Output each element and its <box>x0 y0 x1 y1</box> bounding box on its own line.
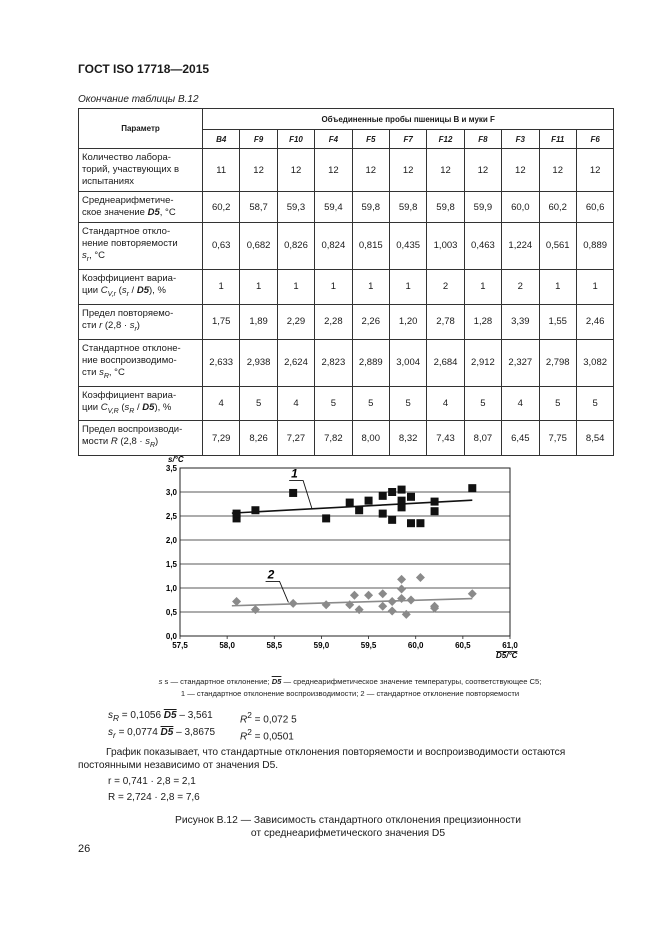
data-point-diamond <box>232 597 241 606</box>
column-header: F9 <box>240 130 277 149</box>
table-cell: 12 <box>352 149 389 192</box>
data-point-square <box>322 514 330 522</box>
data-point-square <box>398 486 406 494</box>
x-tick-label: 60,0 <box>407 641 424 650</box>
table-row <box>79 304 614 339</box>
row-label: Коэффициент вариа- ции $C_{V,r}$ $(s_r / D5)$, % <box>79 269 203 304</box>
annotation-2-leader <box>266 581 289 602</box>
row-label: Стандартное отклоне- ние воспроизводимо- сти $s_R$, °C <box>79 339 203 386</box>
row-label: Стандартное откло- нение повторяемости $s_r$, °C <box>79 223 203 270</box>
column-header: F6 <box>576 130 613 149</box>
document-title: ГОСТ ISO 17718—2015 <box>78 62 210 76</box>
table-cell: 2,912 <box>464 339 501 386</box>
calc-r: r = 0,741 · 2,8 = 2,1 <box>108 776 196 787</box>
table-cell: 0,824 <box>315 223 352 270</box>
table-cell: 5 <box>352 386 389 421</box>
data-point-diamond <box>397 575 406 584</box>
column-header: F8 <box>464 130 501 149</box>
table-cell: 12 <box>539 149 576 192</box>
table-row <box>79 386 614 421</box>
data-point-square <box>355 506 363 514</box>
data-point-diamond <box>378 589 387 598</box>
column-header: F11 <box>539 130 576 149</box>
x-tick-label: 58,0 <box>219 641 235 650</box>
column-header: F3 <box>502 130 539 149</box>
data-point-square <box>365 497 373 505</box>
table-cell: 1 <box>389 269 426 304</box>
table-cell: 1,55 <box>539 304 576 339</box>
table-cell: 1 <box>203 269 240 304</box>
row-label: Количество лабора- торий, участвующих в испытаниях <box>79 149 203 192</box>
table-cell: 5 <box>464 386 501 421</box>
table-cell: 3,082 <box>576 339 613 386</box>
plot-frame <box>180 468 510 636</box>
table-cell: 7,29 <box>203 421 240 456</box>
table-cell: 7,27 <box>277 421 314 456</box>
table-cell: 12 <box>389 149 426 192</box>
table-cell: 2 <box>502 269 539 304</box>
legend-s: s — стандартное отклонение; <box>164 677 270 686</box>
table-row <box>79 192 614 223</box>
table-caption: Окончание таблицы В.12 <box>78 94 199 105</box>
table-cell: 2,78 <box>427 304 464 339</box>
table-cell: 59,4 <box>315 192 352 223</box>
x-tick-label: 57,5 <box>172 641 188 650</box>
x-tick-label: 60,5 <box>455 641 471 650</box>
table-cell: 0,561 <box>539 223 576 270</box>
x-tick-label: 61,0 <box>502 641 518 650</box>
table-cell: 2,46 <box>576 304 613 339</box>
y-tick-label: 2,0 <box>165 536 177 545</box>
table-cell: 8,54 <box>576 421 613 456</box>
table-cell: 5 <box>240 386 277 421</box>
table-cell: 3,004 <box>389 339 426 386</box>
figure-caption-line2: от среднеарифметического значения D5 <box>250 828 446 839</box>
equation-sr: $s_r = 0,0774$ D5 – 3,8675 <box>108 727 216 740</box>
calc-R: R = 2,724 · 2,8 = 7,6 <box>108 792 200 803</box>
y-tick-label: 2,5 <box>165 512 177 521</box>
equation-sR-r2: $R^2 = 0,072$ 5 <box>240 710 297 726</box>
table-cell: 1,75 <box>203 304 240 339</box>
table-cell: 8,00 <box>352 421 389 456</box>
data-point-square <box>416 519 424 527</box>
table-cell: 5 <box>315 386 352 421</box>
table-cell: 2,823 <box>315 339 352 386</box>
table-cell: 4 <box>427 386 464 421</box>
table-cell: 2,684 <box>427 339 464 386</box>
table-cell: 0,435 <box>389 223 426 270</box>
table-cell: 1 <box>352 269 389 304</box>
table-cell: 12 <box>464 149 501 192</box>
data-point-square <box>233 510 241 518</box>
table-cell: 1,28 <box>464 304 501 339</box>
table-cell: 1,003 <box>427 223 464 270</box>
data-point-square <box>468 484 476 492</box>
table-cell: 0,63 <box>203 223 240 270</box>
annotation-2: 2 <box>267 567 275 582</box>
table-cell: 1 <box>464 269 501 304</box>
table-row <box>79 149 614 192</box>
table-cell: 59,8 <box>352 192 389 223</box>
table-cell: 2,889 <box>352 339 389 386</box>
table-cell: 0,815 <box>352 223 389 270</box>
table-cell: 59,8 <box>389 192 426 223</box>
group-header: Объединенные пробы пшеницы В и муки F <box>203 109 614 130</box>
y-axis-label: s/°C <box>168 455 184 464</box>
table-cell: 58,7 <box>240 192 277 223</box>
y-tick-label: 0,5 <box>165 608 177 617</box>
table-cell: 2,633 <box>203 339 240 386</box>
table-cell: 5 <box>539 386 576 421</box>
data-point-diamond <box>416 573 425 582</box>
table-cell: 11 <box>203 149 240 192</box>
data-point-square <box>407 493 415 501</box>
y-tick-label: 3,0 <box>165 488 177 497</box>
y-tick-label: 3,5 <box>165 464 177 473</box>
table-cell: 7,82 <box>315 421 352 456</box>
table-cell: 1,224 <box>502 223 539 270</box>
table-row <box>79 339 614 386</box>
data-point-diamond <box>350 591 359 600</box>
param-header: Параметр <box>79 109 203 149</box>
table-cell: 1,89 <box>240 304 277 339</box>
table-cell: 2,938 <box>240 339 277 386</box>
data-point-diamond <box>468 589 477 598</box>
table-cell: 60,0 <box>502 192 539 223</box>
table-cell: 12 <box>502 149 539 192</box>
data-point-diamond <box>289 599 298 608</box>
row-label: Предел воспроизводи- мости R $(2,8 \cdot s_R)$ <box>79 421 203 456</box>
column-header: F10 <box>277 130 314 149</box>
annotation-1: 1 <box>291 466 298 481</box>
figure-legend: s s — стандартное отклонение; D5 — среднеарифметическое значение температуры, соответствующее C5; 1 — стандартное отклонение воспроизводимости; 2 — стандартное отклонение повторяемости <box>110 676 590 700</box>
data-point-square <box>388 516 396 524</box>
table-cell: 12 <box>277 149 314 192</box>
table-cell: 5 <box>389 386 426 421</box>
column-header: F5 <box>352 130 389 149</box>
table-cell: 7,75 <box>539 421 576 456</box>
table-cell: 6,45 <box>502 421 539 456</box>
table-cell: 4 <box>502 386 539 421</box>
table-cell: 4 <box>203 386 240 421</box>
data-point-square <box>398 497 406 505</box>
table-cell: 2,624 <box>277 339 314 386</box>
table-cell: 12 <box>576 149 613 192</box>
equation-sR: $s_R = 0,1056$ D5 – 3,561 <box>108 710 213 723</box>
x-tick-label: 59,0 <box>313 641 330 650</box>
table-cell: 0,463 <box>464 223 501 270</box>
table-cell: 0,682 <box>240 223 277 270</box>
table-row <box>79 269 614 304</box>
y-tick-label: 1,5 <box>165 560 177 569</box>
data-point-diamond <box>322 600 331 609</box>
table-cell: 1 <box>539 269 576 304</box>
data-point-square <box>379 510 387 518</box>
table-cell: 60,2 <box>203 192 240 223</box>
legend-d5-desc: — среднеарифметическое значение температуры, соответствующее C5; <box>283 677 542 686</box>
table-cell: 12 <box>315 149 352 192</box>
data-point-square <box>379 492 387 500</box>
table-cell: 2,28 <box>315 304 352 339</box>
table-cell: 0,889 <box>576 223 613 270</box>
data-point-diamond <box>388 597 397 606</box>
table-cell: 60,2 <box>539 192 576 223</box>
legend-d5: D5 <box>271 677 282 686</box>
table-cell: 2,327 <box>502 339 539 386</box>
page-number: 26 <box>78 843 91 855</box>
y-tick-label: 1,0 <box>165 584 177 593</box>
x-tick-label: 59,5 <box>360 641 377 650</box>
table-cell: 1 <box>315 269 352 304</box>
data-point-square <box>431 507 439 515</box>
x-tick-label: 58,5 <box>266 641 283 650</box>
table-cell: 8,32 <box>389 421 426 456</box>
table-cell: 12 <box>427 149 464 192</box>
data-point-diamond <box>388 607 397 616</box>
data-point-diamond <box>355 605 364 614</box>
table-cell: 0,826 <box>277 223 314 270</box>
column-header: F7 <box>389 130 426 149</box>
data-point-diamond <box>397 594 406 603</box>
table-cell: 60,6 <box>576 192 613 223</box>
equation-sr-r2: $R^2 = 0,0501$ <box>240 727 294 743</box>
table-cell: 7,43 <box>427 421 464 456</box>
table-cell: 59,8 <box>427 192 464 223</box>
table-cell: 2,29 <box>277 304 314 339</box>
table-cell: 4 <box>277 386 314 421</box>
data-point-square <box>289 489 297 497</box>
row-label: Среднеарифметиче- ское значение D5, °C <box>79 192 203 223</box>
data-point-diamond <box>378 602 387 611</box>
table-cell: 3,39 <box>502 304 539 339</box>
data-point-diamond <box>402 610 411 619</box>
data-point-diamond <box>397 584 406 593</box>
figure-caption <box>78 814 618 840</box>
figure-caption-line1: Рисунок В.12 — Зависимость стандартного отклонения прецизионности <box>174 815 522 826</box>
precision-chart <box>150 450 520 675</box>
table-cell: 1 <box>576 269 613 304</box>
table-cell: 5 <box>576 386 613 421</box>
x-axis-label: D5/°C <box>496 651 518 660</box>
data-point-square <box>407 519 415 527</box>
y-tick-label: 0,0 <box>165 632 177 641</box>
data-point-diamond <box>407 596 416 605</box>
column-header: F4 <box>315 130 352 149</box>
table-cell: 59,9 <box>464 192 501 223</box>
column-header: F12 <box>427 130 464 149</box>
data-point-square <box>388 488 396 496</box>
table-cell: 2,26 <box>352 304 389 339</box>
table-cell: 8,07 <box>464 421 501 456</box>
data-point-diamond <box>251 605 260 614</box>
data-point-square <box>251 506 259 514</box>
table-cell: 59,3 <box>277 192 314 223</box>
table-cell: 1,20 <box>389 304 426 339</box>
table-cell: 1 <box>277 269 314 304</box>
row-label: Коэффициент вариа- ции $C_{V,R}$ $(s_R / D5)$, % <box>79 386 203 421</box>
table-cell: 2 <box>427 269 464 304</box>
table-cell: 1 <box>240 269 277 304</box>
table-cell: 2,798 <box>539 339 576 386</box>
table-row <box>79 223 614 270</box>
data-point-square <box>431 498 439 506</box>
column-header: B4 <box>203 130 240 149</box>
parameters-table <box>78 108 614 456</box>
table-cell: 8,26 <box>240 421 277 456</box>
legend-line2: 1 — стандартное отклонение воспроизводимости; 2 — стандартное отклонение повторяемости <box>180 689 520 698</box>
data-point-diamond <box>364 591 373 600</box>
conclusion-paragraph: График показывает, что стандартные отклонения повторяемости и воспроизводимости остаются постоянными независимо от значения D5. <box>78 747 566 771</box>
data-point-square <box>346 499 354 507</box>
table-cell: 12 <box>240 149 277 192</box>
row-label: Предел повторяемо- сти r $(2,8 \cdot s_r)$ <box>79 304 203 339</box>
